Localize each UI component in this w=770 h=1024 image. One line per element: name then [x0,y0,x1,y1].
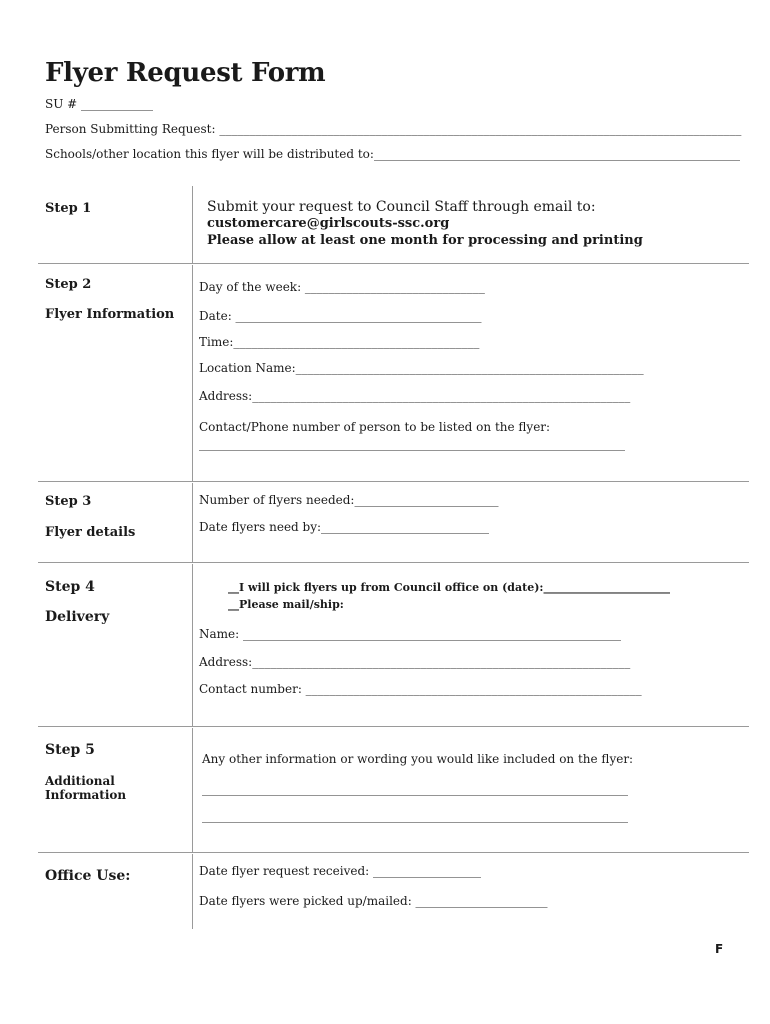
section-rule [38,263,749,264]
step3-divider [192,483,193,562]
additional-info-prompt: Any other information or wording you would like included on the flyer: [202,752,634,766]
additional-info-line[interactable]: _______________________________________________________________________ [202,782,628,796]
step1-divider [192,186,193,264]
pickup-option[interactable]: __I will pick flyers up from Council office on (date):_______________________ [228,581,670,594]
location-name-field[interactable]: Location Name:__________________________________________________________ [199,361,644,375]
step4-sublabel: Delivery [45,609,110,625]
step5-sublabel-line2: Information [45,788,127,802]
contact-phone-label: Contact/Phone number of person to be listed on the flyer: [199,420,551,434]
step1-instruction: Submit your request to Council Staff through email to: [207,199,596,215]
contact-phone-field[interactable]: _______________________________________________________________________ [199,437,625,451]
council-email: customercare@girlscouts-ssc.org [207,216,450,231]
step5-label: Step 5 [45,742,95,758]
date-needed-field[interactable]: Date flyers need by:____________________________ [199,520,490,534]
processing-note: Please allow at least one month for processing and printing [207,233,643,248]
request-received-field[interactable]: Date flyer request received: __________________ [199,864,482,878]
step3-label: Step 3 [45,494,92,509]
section-rule [38,481,749,482]
step2-label: Step 2 [45,277,92,292]
person-submitting-field[interactable]: Person Submitting Request: _______________________________________________________________________________________ [45,122,742,136]
delivery-contact-field[interactable]: Contact number: ________________________________________________________ [199,682,642,696]
step4-label: Step 4 [45,579,95,595]
additional-info-line[interactable]: _______________________________________________________________________ [202,809,628,823]
delivery-address-field[interactable]: Address:_______________________________________________________________ [199,655,631,669]
step1-label: Step 1 [45,201,92,216]
office-divider [192,854,193,929]
office-use-label: Office Use: [45,868,131,884]
time-field[interactable]: Time:_________________________________________ [199,335,480,349]
section-rule [38,562,749,563]
picked-up-mailed-field[interactable]: Date flyers were picked up/mailed: ______________________ [199,894,548,908]
step5-sublabel-line1: Additional [45,774,115,788]
step2-sublabel: Flyer Information [45,307,175,322]
step4-divider [192,564,193,726]
date-field[interactable]: Date: _________________________________________ [199,309,482,323]
page-title: Flyer Request Form [45,58,326,88]
step2-divider [192,265,193,481]
step3-sublabel: Flyer details [45,525,136,540]
number-of-flyers-field[interactable]: Number of flyers needed:________________________ [199,493,499,507]
address-field[interactable]: Address:_______________________________________________________________ [199,389,631,403]
section-rule [38,852,749,853]
distribution-location-field[interactable]: Schools/other location this flyer will be distributed to:_____________________________________________________________ [45,147,740,161]
delivery-name-field[interactable]: Name: _______________________________________________________________ [199,627,621,641]
step5-divider [192,728,193,852]
page-mark: F [715,942,724,956]
su-number-field[interactable]: SU # ____________ [45,97,154,111]
mail-ship-option[interactable]: __Please mail/ship: [228,598,344,611]
day-of-week-field[interactable]: Day of the week: ______________________________ [199,280,485,294]
section-rule [38,726,749,727]
